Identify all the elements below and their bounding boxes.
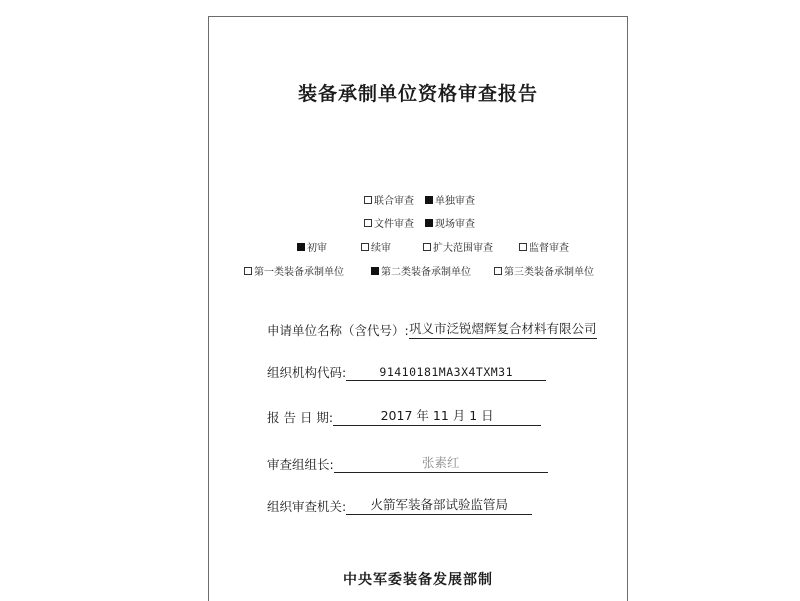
checkbox-icon[interactable] <box>364 196 372 204</box>
option-label: 扩大范围审查 <box>433 243 493 254</box>
checkbox-checked-icon[interactable] <box>425 196 433 204</box>
checkbox-icon[interactable] <box>494 267 502 275</box>
authority-field <box>267 495 532 515</box>
team-leader-label: 审查组组长: <box>267 457 334 472</box>
option-onsite-review[interactable] <box>425 215 475 230</box>
option-label: 续审 <box>371 243 391 254</box>
org-code-field <box>267 363 546 381</box>
option-first-class-contractor[interactable] <box>244 263 344 278</box>
option-initial-review[interactable] <box>297 239 327 254</box>
checkbox-icon[interactable] <box>364 219 372 227</box>
option-label: 第三类装备承制单位 <box>504 267 594 278</box>
option-label: 联合审查 <box>374 196 414 207</box>
option-second-class-contractor[interactable] <box>371 263 471 278</box>
option-label: 文件审查 <box>374 219 414 230</box>
team-leader-value[interactable]: 张素红 <box>334 453 548 473</box>
applicant-value[interactable]: 巩义市泛锐熠辉复合材料有限公司 <box>409 319 597 339</box>
option-third-class-contractor[interactable] <box>494 263 594 278</box>
applicant-label: 申请单位名称（含代号）: <box>267 323 409 338</box>
report-date-field <box>267 406 541 426</box>
option-joint-review[interactable] <box>364 192 414 207</box>
team-leader-field <box>267 453 548 473</box>
org-code-label: 组织机构代码: <box>267 365 347 380</box>
report-date-value[interactable]: 2017 年 11 月 1 日 <box>333 406 541 426</box>
option-label: 第二类装备承制单位 <box>381 267 471 278</box>
org-code-value[interactable]: 91410181MA3X4TXM31 <box>346 365 546 381</box>
document-title: 装备承制单位资格审查报告 <box>297 83 538 105</box>
option-document-review[interactable] <box>364 215 414 230</box>
option-label: 监督审查 <box>529 243 569 254</box>
option-renewal-review[interactable] <box>361 239 391 254</box>
checkbox-icon[interactable] <box>423 243 431 251</box>
option-separate-review[interactable] <box>425 192 475 207</box>
issuer-footer: 中央军委装备发展部制 <box>343 572 493 588</box>
applicant-field <box>267 319 597 339</box>
checkbox-checked-icon[interactable] <box>425 219 433 227</box>
checkbox-icon[interactable] <box>361 243 369 251</box>
option-label: 第一类装备承制单位 <box>254 267 344 278</box>
authority-value[interactable]: 火箭军装备部试验监管局 <box>346 495 532 515</box>
report-date-label: 报 告 日 期: <box>267 410 334 425</box>
option-label: 单独审查 <box>435 196 475 207</box>
checkbox-icon[interactable] <box>519 243 527 251</box>
checkbox-checked-icon[interactable] <box>297 243 305 251</box>
option-label: 现场审查 <box>435 219 475 230</box>
option-scope-expansion-review[interactable] <box>423 239 493 254</box>
checkbox-icon[interactable] <box>244 267 252 275</box>
report-page <box>208 16 628 601</box>
authority-label: 组织审查机关: <box>267 499 347 514</box>
option-supervisory-review[interactable] <box>519 239 569 254</box>
checkbox-checked-icon[interactable] <box>371 267 379 275</box>
option-label: 初审 <box>307 243 327 254</box>
